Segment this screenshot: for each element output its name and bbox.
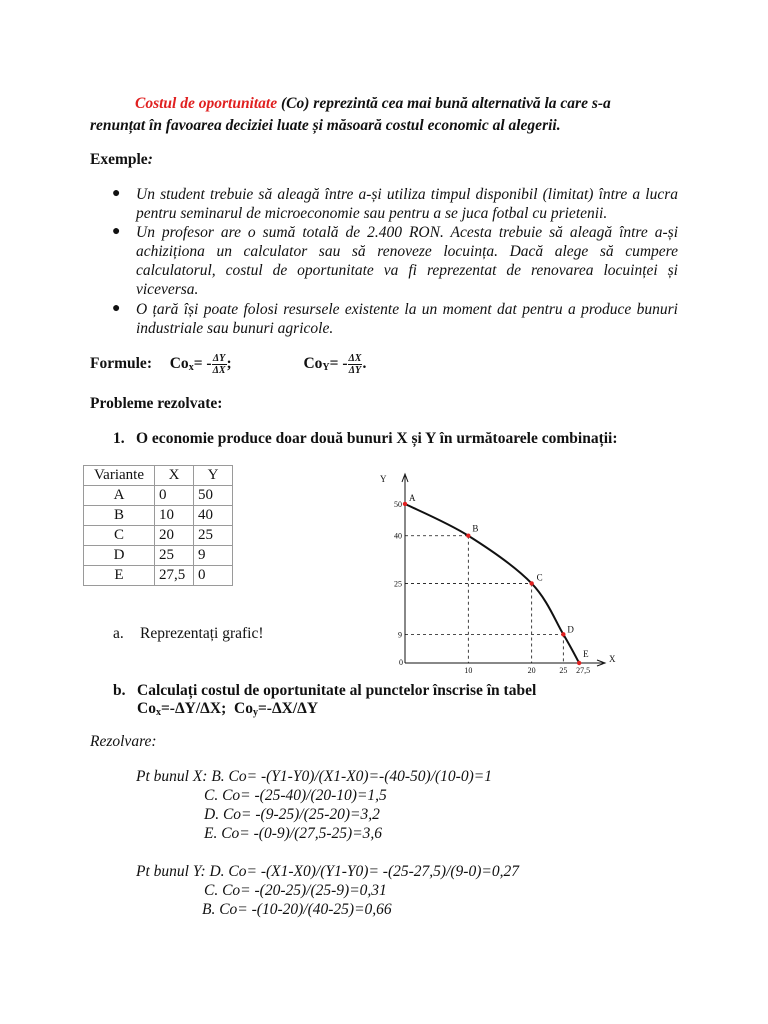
bullet-3-dot: ● (112, 301, 121, 316)
problem-1-number: 1. (113, 430, 125, 447)
task-b-cox-rest: =-ΔY/ΔX; (160, 700, 227, 717)
formula-coy (303, 353, 367, 376)
x-axis-label: X (609, 654, 616, 664)
ppf-chart (370, 468, 630, 678)
formula-cox-end: ; (226, 355, 232, 373)
formula-coy-eq: = - (329, 355, 348, 373)
intro-line-2: renunțat în favoarea deciziei luate și măsoară costul economic al alegerii. (90, 117, 561, 134)
formula-coy-den: ΔY (348, 365, 362, 376)
term-highlight: Costul de oportunitate (135, 95, 278, 112)
formulas-line (90, 353, 366, 377)
task-b-cox: Co (137, 700, 156, 717)
solution-y-line: Pt bunul Y: D. Co= -(X1-X0)/(Y1-Y0)= -(25-27,5)/(9-0)=0,27 (136, 863, 519, 880)
table-cell: 10 (155, 506, 194, 526)
formula-cox-sub: x (188, 362, 194, 374)
table-header-cell: Y (194, 466, 233, 486)
solution-y-line: C. Co= -(20-25)/(25-9)=0,31 (204, 882, 387, 899)
table-cell: 20 (155, 526, 194, 546)
table-cell: 25 (194, 526, 233, 546)
table-cell: 50 (194, 486, 233, 506)
task-b-coy-sub: y (252, 707, 258, 718)
bullet-3: O țară își poate folosi resursele existente la un moment dat pentru a produce bunuri industriale sau bunuri agricole. (136, 301, 678, 337)
table-header-row (84, 466, 233, 486)
table-cell: D (84, 546, 155, 566)
task-b-coy: Co (234, 700, 253, 717)
x-tick-label: 25 (559, 666, 568, 675)
point-label: E (583, 649, 589, 659)
chart-labels (380, 474, 616, 675)
x-tick-label: 10 (464, 666, 473, 675)
table-cell: E (84, 566, 155, 586)
chart-axes (402, 474, 605, 666)
table-cell: B (84, 506, 155, 526)
point-label: C (536, 572, 543, 583)
bullet-2: Un profesor are o sumă totală de 2.400 RON. Acesta trebuie să aleagă între a-și achiziționa un calculator sau să renoveze locuința. Dacă alege să cumpere calculatorul, costul de oportunitate va fi reprezentat de renovarea locuinței și viceversa. (136, 224, 678, 298)
table-header-cell: X (155, 466, 194, 486)
formula-cox (169, 353, 232, 376)
x-tick-label: 27,5 (576, 666, 591, 675)
point-label: B (472, 523, 479, 534)
task-b-coy-rest: =-ΔX/ΔY (257, 700, 319, 717)
variants-table (83, 465, 233, 586)
solution-x-line: E. Co= -(0-9)/(27,5-25)=3,6 (204, 825, 383, 842)
task-b-text: Calculați costul de oportunitate al punctelor înscrise în tabel (137, 682, 537, 699)
table-cell: 9 (194, 546, 233, 566)
table-cell: 0 (155, 486, 194, 506)
task-b-formulas (137, 699, 318, 722)
table-cell: 0 (194, 566, 233, 586)
examples-heading-text: Exemple (90, 151, 148, 168)
solution-x-line: Pt bunul X: B. Co= -(Y1-Y0)/(X1-X0)=-(40-50)/(10-0)=1 (136, 768, 492, 785)
task-b-cox-sub: x (155, 707, 161, 718)
formula-cox-den: ΔX (212, 365, 226, 376)
table-cell: C (84, 526, 155, 546)
y-tick-label: 9 (398, 630, 402, 640)
formula-coy-fraction (348, 353, 363, 376)
solution-heading: Rezolvare: (90, 733, 157, 750)
formula-cox-eq: = - (193, 355, 212, 373)
y-tick-label: 40 (394, 531, 402, 541)
point-label: D (567, 624, 574, 635)
point-e (577, 661, 581, 665)
table-row (84, 506, 233, 526)
point-b (466, 534, 470, 538)
task-b-label: b. (113, 682, 126, 699)
table-row (84, 566, 233, 586)
task-a-label: a. (113, 625, 124, 642)
formula-coy-num: ΔX (348, 353, 362, 364)
solution-x-line: D. Co= -(9-25)/(25-20)=3,2 (204, 806, 380, 823)
table-row (84, 546, 233, 566)
point-a (403, 502, 407, 506)
table-row (84, 526, 233, 546)
solution-y-line: B. Co= -(10-20)/(40-25)=0,66 (202, 901, 392, 918)
formula-cox-co: Co (169, 355, 189, 373)
point-label: A (409, 492, 416, 503)
chart-guides (405, 536, 563, 663)
intro-line-1 (135, 94, 680, 113)
formula-cox-num: ΔY (212, 353, 226, 364)
examples-colon: : (147, 151, 153, 168)
y-axis-label: Y (380, 474, 387, 484)
problem-1-text: O economie produce doar două bunuri X și Y în următoarele combinații: (136, 430, 618, 447)
origin-label: 0 (399, 658, 403, 667)
table-row (84, 486, 233, 506)
bullet-1: Un student trebuie să aleagă între a-și utiliza timpul disponibil (limitat) între a lucra pentru seminarul de microeconomie sau pentru a se juca fotbal cu prietenii. (136, 186, 678, 222)
intro-line-1-rest: (Co) reprezintă cea mai bună alternativă la care s-a (277, 95, 611, 112)
x-tick-label: 20 (527, 666, 536, 675)
table-cell: 27,5 (155, 566, 194, 586)
task-a-text: Reprezentați grafic! (140, 625, 264, 642)
table-cell: 40 (194, 506, 233, 526)
formula-coy-co: Co (303, 355, 323, 373)
formula-coy-end: . (362, 355, 367, 373)
y-tick-label: 25 (394, 579, 402, 589)
table-cell: A (84, 486, 155, 506)
solution-x-line: C. Co= -(25-40)/(20-10)=1,5 (204, 787, 387, 804)
formulas-label: Formule: (90, 355, 152, 373)
formula-cox-fraction (212, 353, 227, 376)
y-tick-label: 50 (394, 499, 402, 509)
formula-coy-sub: Y (322, 362, 330, 374)
examples-heading (90, 150, 153, 169)
bullet-1-dot: ● (112, 186, 121, 201)
problems-heading: Probleme rezolvate: (90, 395, 223, 412)
bullet-2-dot: ● (112, 224, 121, 239)
point-d (561, 632, 565, 636)
table-cell: 25 (155, 546, 194, 566)
point-c (529, 581, 533, 585)
table-header-cell: Variante (84, 466, 155, 486)
